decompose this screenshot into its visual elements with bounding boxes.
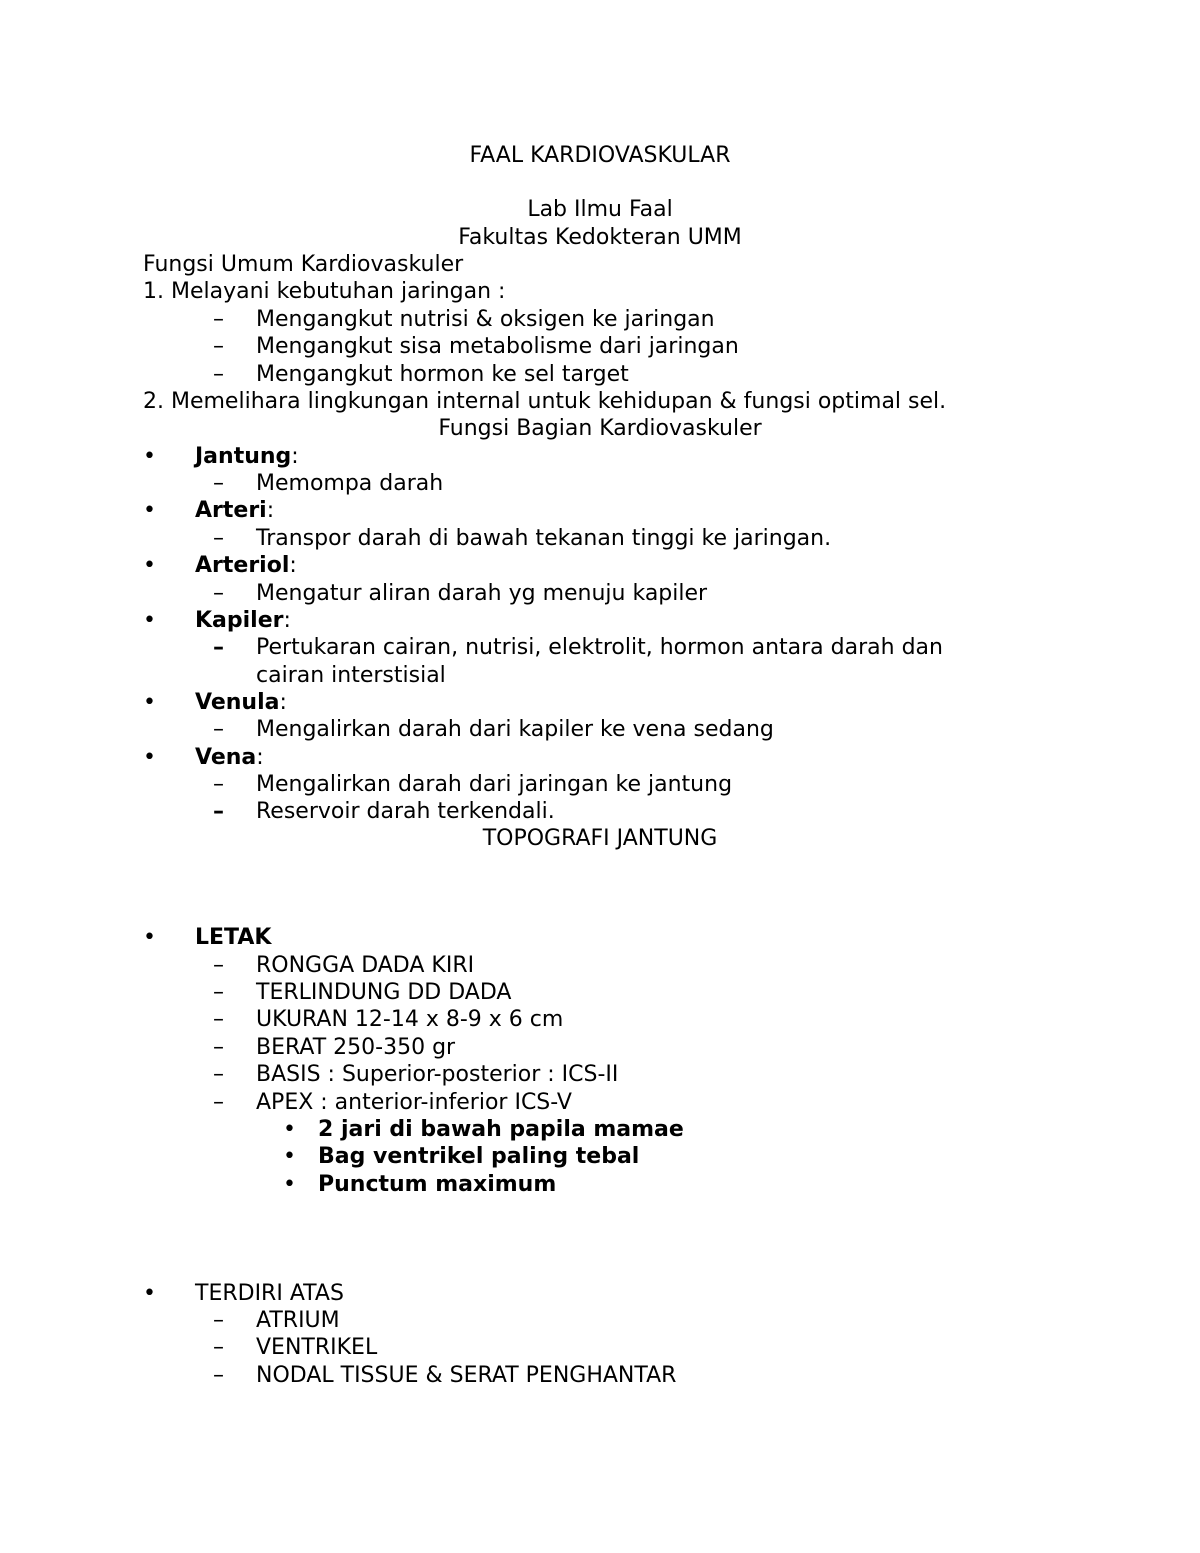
- part-jantung: • Jantung:: [143, 444, 299, 469]
- bullet-marker: •: [143, 925, 156, 950]
- part-name: Jantung: [195, 444, 292, 469]
- list-item: – Mengangkut sisa metabolisme dari jaringan: [213, 334, 739, 359]
- bullet-marker: •: [143, 444, 156, 469]
- part-name: Arteriol: [195, 553, 290, 578]
- dash-marker: –: [213, 581, 224, 606]
- section1-heading: Fungsi Umum Kardiovaskuler: [143, 252, 464, 277]
- terdiri-heading: • TERDIRI ATAS: [143, 1281, 344, 1306]
- dash-marker: –: [213, 526, 224, 551]
- apex-subitem: • Punctum maximum: [283, 1172, 557, 1197]
- part-name: Venula: [195, 690, 280, 715]
- list-item-continuation: cairan interstisial: [256, 663, 446, 688]
- bullet-marker: •: [143, 498, 156, 523]
- list-item: – Mengatur aliran darah yg menuju kapiler: [213, 581, 708, 606]
- dash-marker: –: [213, 980, 224, 1005]
- list-item: – Transpor darah di bawah tekanan tinggi ke jaringan.: [213, 526, 832, 551]
- list-item: – Pertukaran cairan, nutrisi, elektrolit, hormon antara darah dan: [213, 635, 943, 660]
- part-name: Vena: [195, 745, 257, 770]
- dash-marker: –: [213, 1335, 224, 1360]
- bullet-marker: •: [143, 745, 156, 770]
- list-item: – Mengangkut nutrisi & oksigen ke jaringan: [213, 307, 715, 332]
- dash-marker: –: [213, 307, 224, 332]
- dash-marker: –: [213, 799, 224, 824]
- list-item: – Reservoir darah terkendali.: [213, 799, 555, 824]
- dash-marker: –: [213, 1062, 224, 1087]
- bullet-marker: •: [143, 690, 156, 715]
- section1-item1: 1. Melayani kebutuhan jaringan :: [143, 279, 506, 304]
- section3-heading: TOPOGRAFI JANTUNG: [482, 826, 718, 851]
- list-item: – RONGGA DADA KIRI: [213, 953, 475, 978]
- bullet-marker: •: [283, 1172, 296, 1197]
- apex-subitem: • Bag ventrikel paling tebal: [283, 1144, 640, 1169]
- list-item: – VENTRIKEL: [213, 1335, 378, 1360]
- part-name: Arteri: [195, 498, 267, 523]
- dash-marker: –: [213, 1308, 224, 1333]
- part-arteriol: • Arteriol:: [143, 553, 297, 578]
- apex-subitem: • 2 jari di bawah papila mamae: [283, 1117, 684, 1142]
- bullet-marker: •: [283, 1117, 296, 1142]
- list-item: – ATRIUM: [213, 1308, 340, 1333]
- dash-marker: –: [213, 1035, 224, 1060]
- bullet-marker: •: [143, 608, 156, 633]
- part-venula: • Venula:: [143, 690, 287, 715]
- dash-marker: –: [213, 635, 224, 660]
- dash-marker: –: [213, 772, 224, 797]
- part-vena: • Vena:: [143, 745, 264, 770]
- part-kapiler: • Kapiler:: [143, 608, 291, 633]
- dash-marker: –: [213, 717, 224, 742]
- doc-title: FAAL KARDIOVASKULAR: [469, 143, 731, 168]
- bullet-marker: •: [283, 1144, 296, 1169]
- dash-marker: –: [213, 334, 224, 359]
- dash-marker: –: [213, 1007, 224, 1032]
- bullet-marker: •: [143, 553, 156, 578]
- dash-marker: –: [213, 1363, 224, 1388]
- list-item: – APEX : anterior-inferior ICS-V: [213, 1090, 572, 1115]
- list-item: – Mengangkut hormon ke sel target: [213, 362, 629, 387]
- list-item: – BASIS : Superior-posterior : ICS-II: [213, 1062, 619, 1087]
- section2-heading: Fungsi Bagian Kardiovaskuler: [438, 416, 762, 441]
- dash-marker: –: [213, 471, 224, 496]
- list-item: – Mengalirkan darah dari jaringan ke jantung: [213, 772, 733, 797]
- list-item: – BERAT 250-350 gr: [213, 1035, 456, 1060]
- section1-item2: 2. Memelihara lingkungan internal untuk kehidupan & fungsi optimal sel.: [143, 389, 947, 414]
- list-item: – NODAL TISSUE & SERAT PENGHANTAR: [213, 1363, 677, 1388]
- list-item: – TERLINDUNG DD DADA: [213, 980, 512, 1005]
- part-arteri: • Arteri:: [143, 498, 275, 523]
- dash-marker: –: [213, 1090, 224, 1115]
- dash-marker: –: [213, 362, 224, 387]
- part-name: Kapiler: [195, 608, 284, 633]
- letak-heading: • LETAK: [143, 925, 272, 950]
- lab-name: Lab Ilmu Faal: [527, 197, 673, 222]
- list-item: – UKURAN 12-14 x 8-9 x 6 cm: [213, 1007, 564, 1032]
- dash-marker: –: [213, 953, 224, 978]
- faculty-name: Fakultas Kedokteran UMM: [458, 225, 742, 250]
- bullet-marker: •: [143, 1281, 156, 1306]
- list-item: – Memompa darah: [213, 471, 444, 496]
- list-item: – Mengalirkan darah dari kapiler ke vena sedang: [213, 717, 774, 742]
